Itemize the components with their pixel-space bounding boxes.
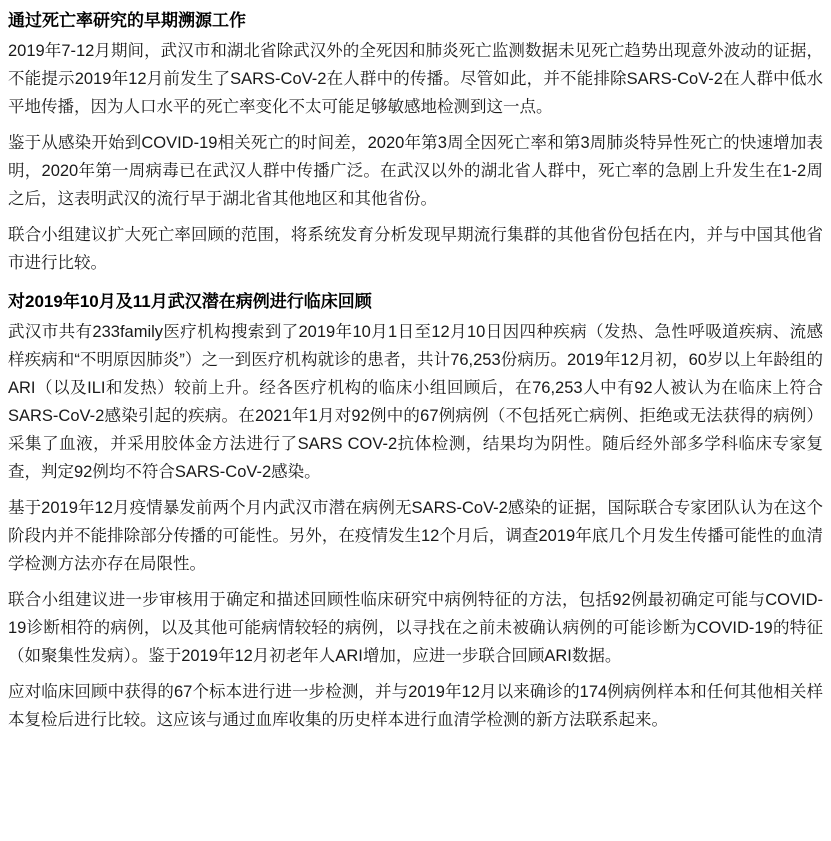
section-heading-mortality-study: 通过死亡率研究的早期溯源工作	[8, 11, 246, 30]
section-heading-clinical-review: 对2019年10月及11月武汉潜在病例进行临床回顾	[8, 292, 372, 311]
paragraph-clinical-2: 基于2019年12月疫情暴发前两个月内武汉市潜在病例无SARS-CoV-2感染的证据，国际联合专家团队认为在这个阶段内并不能排除部分传播的可能性。另外，在疫情发生12个月后，调查2019年底几个月发生传播可能性的血清学检测方法亦存在局限性。	[8, 499, 823, 573]
paragraph-clinical-3: 联合小组建议进一步审核用于确定和描述回顾性临床研究中病例特征的方法，包括92例最初确定可能与COVID-19诊断相符的病例，以及其他可能病情较轻的病例，以寻找在之前未被确认病例的可能诊断为COVID-19的特征（如聚集性发病）。鉴于2019年12月初老年人ARI增加，应进一步联合回顾ARI数据。	[8, 591, 823, 665]
paragraph-mortality-2: 鉴于从感染开始到COVID-19相关死亡的时间差，2020年第3周全因死亡率和第3周肺炎特异性死亡的快速增加表明，2020年第一周病毒已在武汉人群中传播广泛。在武汉以外的湖北省人群中，死亡率的急剧上升发生在1-2周之后，这表明武汉的流行早于湖北省其他地区和其他省份。	[8, 134, 823, 208]
paragraph-mortality-1: 2019年7-12月期间，武汉市和湖北省除武汉外的全死因和肺炎死亡监测数据未见死亡趋势出现意外波动的证据，不能提示2019年12月前发生了SARS-CoV-2在人群中的传播。尽管如此，并不能排除SARS-CoV-2在人群中低水平地传播，因为人口水平的死亡率变化不太可能足够敏感地检测到这一点。	[8, 42, 823, 116]
page-left-margin-rule	[0, 0, 3, 841]
paragraph-mortality-3: 联合小组建议扩大死亡率回顾的范围，将系统发育分析发现早期流行集群的其他省份包括在内，并与中国其他省市进行比较。	[8, 226, 823, 272]
paragraph-clinical-1: 武汉市共有233family医疗机构搜索到了2019年10月1日至12月10日因四种疾病（发热、急性呼吸道疾病、流感样疾病和“不明原因肺炎”）之一到医疗机构就诊的患者，共计76,253份病历。2019年12月初，60岁以上年龄组的ARI（以及ILI和发热）较前上升。经各医疗机构的临床小组回顾后，在76,253人中有92人被认为在临床上符合SARS-CoV-2感染引起的疾病。在2021年1月对92例中的67例病例（不包括死亡病例、拒绝或无法获得的病例）采集了血液，并采用胶体金方法进行了SARS COV-2抗体检测，结果均为阴性。随后经外部多学科临床专家复查，判定92例均不符合SARS-CoV-2感染。	[8, 323, 823, 481]
paragraph-clinical-4: 应对临床回顾中获得的67个标本进行进一步检测，并与2019年12月以来确诊的174例病例样本和任何其他相关样本复检后进行比较。这应该与通过血库收集的历史样本进行血清学检测的新方法联系起来。	[8, 683, 823, 729]
